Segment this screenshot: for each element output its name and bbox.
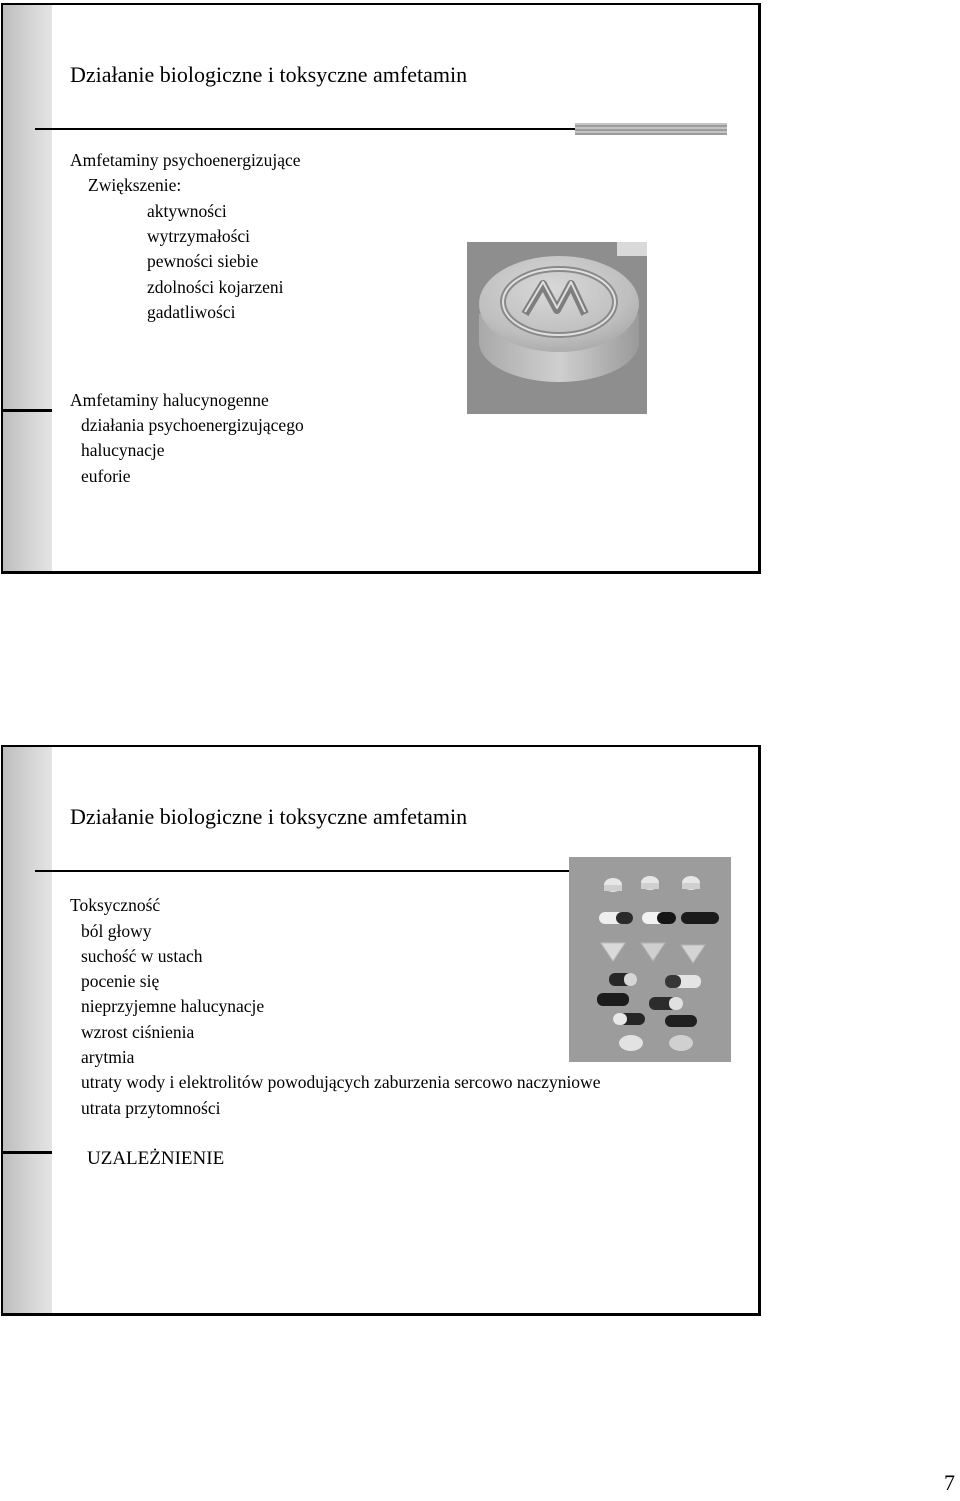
list-item: nieprzyjemne halucynacje — [81, 996, 265, 1016]
list-item: suchość w ustach — [81, 946, 203, 966]
list-item: aktywności — [147, 201, 227, 221]
group-heading: Amfetaminy halucynogenne — [70, 390, 269, 410]
list-item: działania psychoenergizującego — [81, 415, 304, 435]
title-rule — [35, 128, 575, 130]
group-subheading: Zwiększenie: — [88, 175, 182, 195]
list-item: wytrzymałości — [147, 226, 251, 246]
list-item: arytmia — [81, 1047, 135, 1067]
section-heading: Toksyczność — [70, 895, 161, 915]
list-item: halucynacje — [81, 440, 165, 460]
page-number: 7 — [944, 1470, 955, 1495]
sidebar-divider — [3, 1151, 52, 1154]
title-rule-accent — [575, 123, 727, 135]
list-item: zdolności kojarzeni — [147, 277, 284, 297]
tablet-photo-icon — [467, 242, 647, 414]
footer-note: UZALEŻNIENIE — [87, 1148, 225, 1169]
list-item: wzrost ciśnienia — [81, 1022, 195, 1042]
list-item: ból głowy — [81, 921, 152, 941]
list-item: utraty wody i elektrolitów powodujących zaburzenia sercowo naczyniowe — [81, 1072, 601, 1092]
slide-title: Działanie biologiczne i toksyczne amfetamin — [70, 62, 468, 87]
sidebar-divider — [3, 409, 52, 412]
list-item: euforie — [81, 466, 131, 486]
slide-1 — [1, 3, 761, 574]
pills-photo-icon — [569, 857, 731, 1062]
list-item: pewności siebie — [147, 251, 259, 271]
slide-sidebar — [3, 5, 52, 571]
slide-2 — [1, 745, 761, 1316]
title-rule — [35, 870, 570, 872]
list-item: utrata przytomności — [81, 1098, 221, 1118]
group-heading: Amfetaminy psychoenergizujące — [70, 150, 301, 170]
slide-title: Działanie biologiczne i toksyczne amfetamin — [70, 804, 468, 829]
list-item: pocenie się — [81, 971, 160, 991]
list-item: gadatliwości — [147, 302, 236, 322]
slide-sidebar — [3, 747, 52, 1313]
